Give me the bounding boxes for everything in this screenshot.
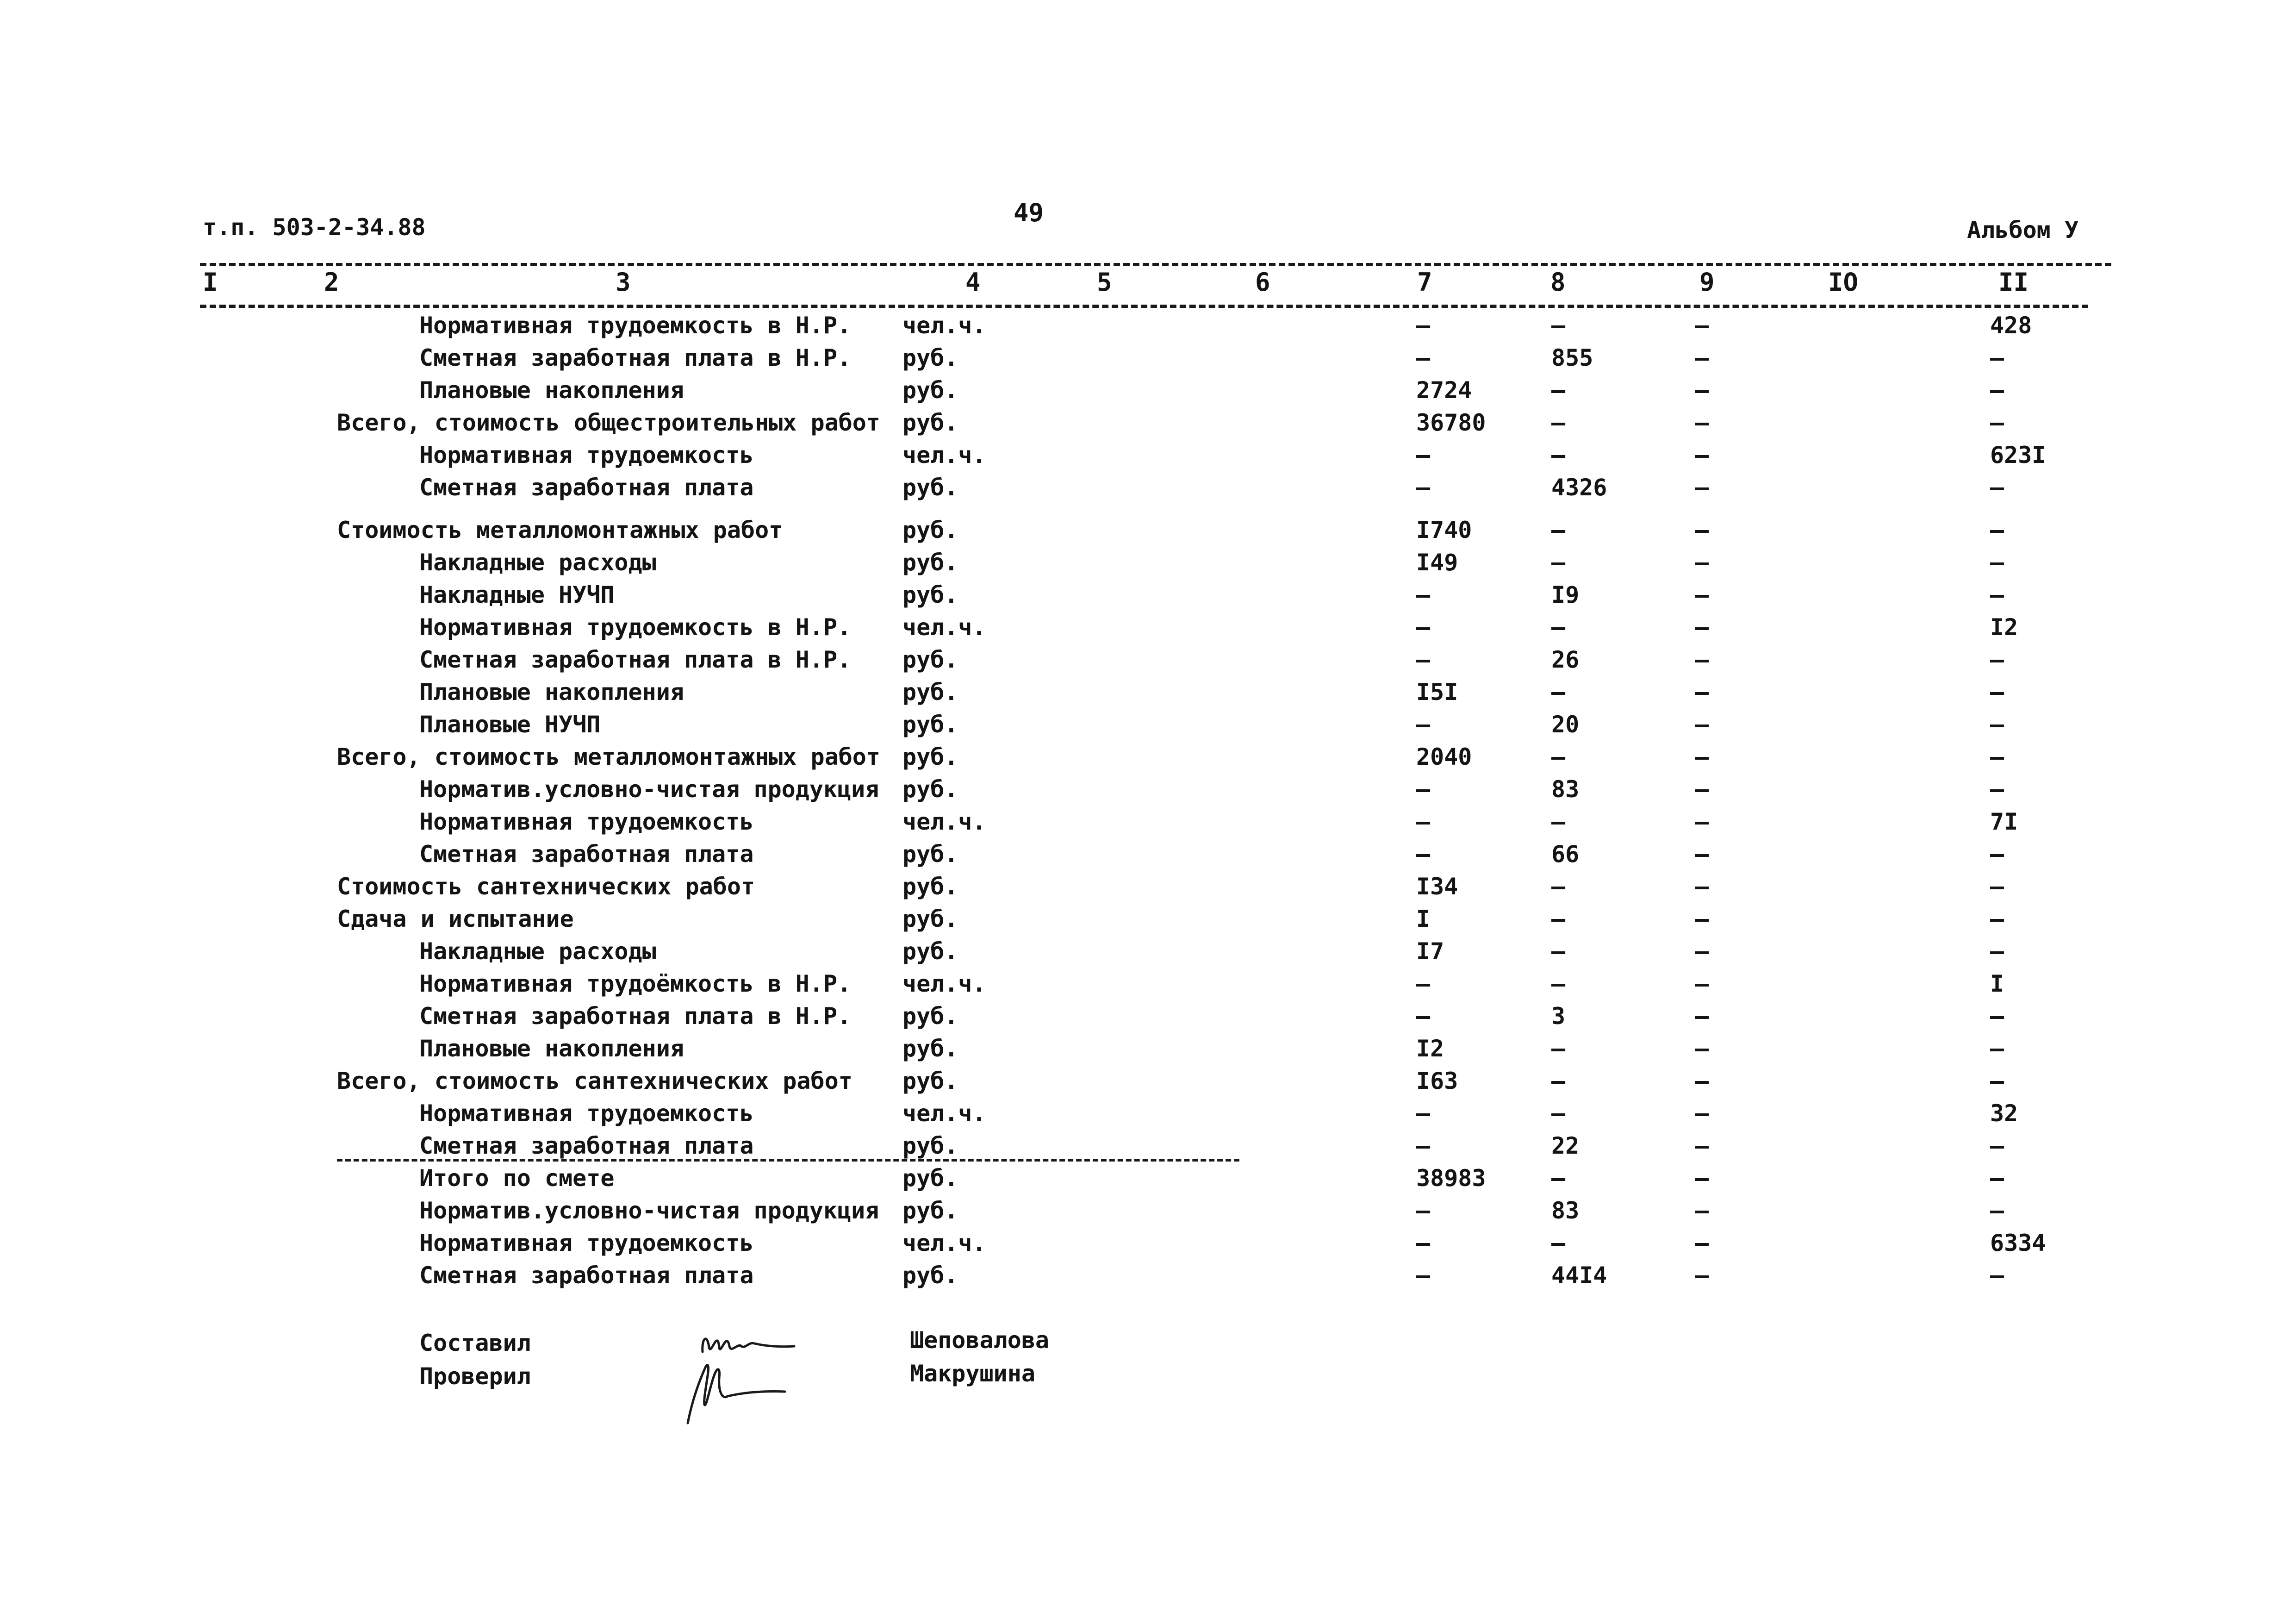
row-col11-cell: – xyxy=(1990,1068,2004,1094)
table-row xyxy=(0,1130,2296,1162)
row-col9-cell: – xyxy=(1695,679,1709,706)
row-col8-cell: 855 xyxy=(1551,344,1593,371)
signature-role-compiled: Составил xyxy=(419,1330,531,1356)
row-col8-cell: – xyxy=(1551,808,1566,835)
row-col8-cell: – xyxy=(1551,873,1566,900)
row-unit-cell: руб. xyxy=(902,1068,958,1094)
row-col9-cell: – xyxy=(1695,841,1709,868)
row-col11-cell: – xyxy=(1990,906,2004,932)
header-bottom-rule xyxy=(200,305,2088,308)
row-col7-cell: – xyxy=(1416,646,1431,673)
row-col11-cell: – xyxy=(1990,1197,2004,1224)
row-name-cell: Нормативная трудоемкость xyxy=(419,442,754,468)
row-name-cell: Сметная заработная плата xyxy=(419,1132,754,1159)
row-col8-cell: 3 xyxy=(1551,1003,1566,1030)
row-col9-cell: – xyxy=(1695,549,1709,576)
table-row xyxy=(0,1194,2296,1227)
row-name-cell: Плановые НУЧП xyxy=(419,711,601,738)
row-col11-cell: – xyxy=(1990,344,2004,371)
row-unit-cell: чел.ч. xyxy=(902,808,986,835)
row-col8-cell: – xyxy=(1551,614,1566,641)
album-label: Альбом У xyxy=(1967,217,2078,244)
row-col11-cell: – xyxy=(1990,377,2004,404)
row-col11-cell: – xyxy=(1990,938,2004,965)
row-col7-cell: – xyxy=(1416,970,1431,997)
row-col7-cell: – xyxy=(1416,776,1431,803)
row-unit-cell: руб. xyxy=(902,1165,958,1192)
row-name-cell: Накладные НУЧП xyxy=(419,581,615,608)
row-col7-cell: – xyxy=(1416,1100,1431,1127)
table-row xyxy=(0,1032,2296,1065)
row-name-cell: Нормативная трудоемкость xyxy=(419,1100,754,1127)
row-col8-cell: – xyxy=(1551,1100,1566,1127)
row-col9-cell: – xyxy=(1695,1230,1709,1256)
row-col9-cell: – xyxy=(1695,474,1709,501)
row-col7-cell: – xyxy=(1416,808,1431,835)
table-row xyxy=(0,611,2296,643)
row-name-cell: Норматив.условно-чистая продукция xyxy=(419,1197,879,1224)
row-name-cell: Всего, стоимость металломонтажных работ xyxy=(337,743,880,770)
column-header-row xyxy=(0,268,2296,301)
row-name-cell: Плановые накопления xyxy=(419,1035,684,1062)
row-col7-cell: – xyxy=(1416,1003,1431,1030)
row-col7-cell: – xyxy=(1416,1230,1431,1256)
row-col8-cell: 4326 xyxy=(1551,474,1607,501)
row-col11-cell: – xyxy=(1990,1262,2004,1289)
column-header-4: 4 xyxy=(965,268,981,297)
row-col8-cell: 26 xyxy=(1551,646,1580,673)
row-col7-cell: – xyxy=(1416,614,1431,641)
table-row xyxy=(0,741,2296,773)
table-row xyxy=(0,1065,2296,1097)
row-col7-cell: I2 xyxy=(1416,1035,1444,1062)
row-name-cell: Нормативная трудоемкость xyxy=(419,808,754,835)
row-col9-cell: – xyxy=(1695,938,1709,965)
table-row xyxy=(0,1097,2296,1130)
row-col8-cell: – xyxy=(1551,1165,1566,1192)
row-unit-cell: чел.ч. xyxy=(902,312,986,339)
row-col9-cell: – xyxy=(1695,646,1709,673)
row-col7-cell: – xyxy=(1416,1197,1431,1224)
row-col7-cell: – xyxy=(1416,344,1431,371)
row-col7-cell: – xyxy=(1416,312,1431,339)
row-name-cell: Накладные расходы xyxy=(419,549,656,576)
row-col11-cell: – xyxy=(1990,646,2004,673)
row-name-cell: Плановые накопления xyxy=(419,377,684,404)
row-col8-cell: 44I4 xyxy=(1551,1262,1607,1289)
row-col11-cell: – xyxy=(1990,549,2004,576)
row-unit-cell: руб. xyxy=(902,1132,958,1159)
row-col7-cell: – xyxy=(1416,474,1431,501)
table-row xyxy=(0,579,2296,611)
row-col7-cell: I63 xyxy=(1416,1068,1458,1094)
row-col11-cell: – xyxy=(1990,743,2004,770)
row-col8-cell: 83 xyxy=(1551,776,1580,803)
row-name-cell: Итого по смете xyxy=(419,1165,615,1192)
row-unit-cell: руб. xyxy=(902,906,958,932)
row-col11-cell: – xyxy=(1990,474,2004,501)
row-col11-cell: – xyxy=(1990,873,2004,900)
row-col9-cell: – xyxy=(1695,743,1709,770)
row-col11-cell: – xyxy=(1990,711,2004,738)
table-row xyxy=(0,374,2296,406)
row-col8-cell: – xyxy=(1551,409,1566,436)
row-col8-cell: – xyxy=(1551,970,1566,997)
row-unit-cell: руб. xyxy=(902,679,958,706)
row-col11-cell: – xyxy=(1990,581,2004,608)
row-unit-cell: руб. xyxy=(902,938,958,965)
row-col7-cell: – xyxy=(1416,1262,1431,1289)
row-name-cell: Сметная заработная плата в Н.Р. xyxy=(419,344,852,371)
row-name-cell: Сдача и испытание xyxy=(337,906,574,932)
row-name-cell: Накладные расходы xyxy=(419,938,656,965)
row-col8-cell: – xyxy=(1551,1068,1566,1094)
row-name-cell: Сметная заработная плата xyxy=(419,1262,754,1289)
row-name-cell: Сметная заработная плата в Н.Р. xyxy=(419,646,852,673)
column-header-5: 5 xyxy=(1097,268,1112,297)
column-header-9: 9 xyxy=(1699,268,1715,297)
table-row xyxy=(0,870,2296,903)
row-col8-cell: – xyxy=(1551,679,1566,706)
row-unit-cell: руб. xyxy=(902,743,958,770)
table-row xyxy=(0,708,2296,741)
row-col11-cell: – xyxy=(1990,517,2004,543)
row-name-cell: Плановые накопления xyxy=(419,679,684,706)
row-unit-cell: чел.ч. xyxy=(902,1100,986,1127)
page-number: 49 xyxy=(1014,198,1044,227)
row-col7-cell: I7 xyxy=(1416,938,1444,965)
row-col9-cell: – xyxy=(1695,312,1709,339)
table-row xyxy=(0,309,2296,342)
column-header-6: 6 xyxy=(1255,268,1270,297)
row-name-cell: Стоимость сантехнических работ xyxy=(337,873,755,900)
row-col8-cell: – xyxy=(1551,1230,1566,1256)
row-col9-cell: – xyxy=(1695,1035,1709,1062)
row-unit-cell: руб. xyxy=(902,873,958,900)
row-unit-cell: руб. xyxy=(902,581,958,608)
row-col7-cell: I5I xyxy=(1416,679,1458,706)
row-col7-cell: – xyxy=(1416,581,1431,608)
row-col11-cell: – xyxy=(1990,1165,2004,1192)
table-row xyxy=(0,1227,2296,1259)
table-row xyxy=(0,342,2296,374)
row-col8-cell: – xyxy=(1551,442,1566,468)
signature-checked-image xyxy=(678,1354,799,1428)
row-col11-cell: I xyxy=(1990,970,2004,997)
header-top-rule xyxy=(200,263,2111,266)
row-name-cell: Нормативная трудоемкость xyxy=(419,1230,754,1256)
row-unit-cell: руб. xyxy=(902,711,958,738)
row-col7-cell: I xyxy=(1416,906,1431,932)
row-col8-cell: 20 xyxy=(1551,711,1580,738)
row-col8-cell: – xyxy=(1551,938,1566,965)
row-col9-cell: – xyxy=(1695,1165,1709,1192)
row-col8-cell: – xyxy=(1551,1035,1566,1062)
table-row xyxy=(0,838,2296,870)
row-col11-cell: 428 xyxy=(1990,312,2032,339)
row-unit-cell: руб. xyxy=(902,1262,958,1289)
table-row xyxy=(0,806,2296,838)
row-col11-cell: – xyxy=(1990,841,2004,868)
row-unit-cell: чел.ч. xyxy=(902,442,986,468)
column-header-10: IO xyxy=(1828,268,1859,297)
signature-name-compiled: Шеповалова xyxy=(910,1327,1050,1354)
row-unit-cell: руб. xyxy=(902,344,958,371)
row-unit-cell: руб. xyxy=(902,549,958,576)
signature-name-checked: Макрушина xyxy=(910,1360,1035,1387)
row-col8-cell: – xyxy=(1551,906,1566,932)
row-col7-cell: 36780 xyxy=(1416,409,1486,436)
row-col11-cell: 6334 xyxy=(1990,1230,2046,1256)
row-name-cell: Нормативная трудоемкость в Н.Р. xyxy=(419,312,852,339)
row-col7-cell: 38983 xyxy=(1416,1165,1486,1192)
table-row xyxy=(0,1162,2296,1194)
row-col7-cell: I740 xyxy=(1416,517,1472,543)
row-col7-cell: – xyxy=(1416,1132,1431,1159)
row-name-cell: Сметная заработная плата xyxy=(419,474,754,501)
table-row xyxy=(0,471,2296,504)
row-col9-cell: – xyxy=(1695,1132,1709,1159)
row-col9-cell: – xyxy=(1695,873,1709,900)
table-row xyxy=(0,676,2296,708)
row-unit-cell: руб. xyxy=(902,517,958,543)
row-unit-cell: руб. xyxy=(902,1197,958,1224)
column-header-1: I xyxy=(203,268,218,297)
row-unit-cell: руб. xyxy=(902,474,958,501)
row-unit-cell: чел.ч. xyxy=(902,970,986,997)
row-col9-cell: – xyxy=(1695,581,1709,608)
table-row xyxy=(0,935,2296,968)
row-unit-cell: руб. xyxy=(902,841,958,868)
row-col8-cell: – xyxy=(1551,377,1566,404)
table-row xyxy=(0,1259,2296,1292)
column-header-7: 7 xyxy=(1417,268,1432,297)
row-col11-cell: – xyxy=(1990,679,2004,706)
column-header-3: 3 xyxy=(616,268,631,297)
row-col9-cell: – xyxy=(1695,711,1709,738)
row-col11-cell: 623I xyxy=(1990,442,2046,468)
row-col11-cell: – xyxy=(1990,409,2004,436)
table-row xyxy=(0,903,2296,935)
row-name-cell: Норматив.условно-чистая продукция xyxy=(419,776,879,803)
row-col11-cell: 7I xyxy=(1990,808,2018,835)
row-name-cell: Всего, стоимость сантехнических работ xyxy=(337,1068,852,1094)
table-row xyxy=(0,1000,2296,1032)
row-name-cell: Стоимость металломонтажных работ xyxy=(337,517,783,543)
column-header-8: 8 xyxy=(1550,268,1566,297)
signature-role-checked: Проверил xyxy=(419,1363,531,1390)
row-col7-cell: 2724 xyxy=(1416,377,1472,404)
row-col9-cell: – xyxy=(1695,1100,1709,1127)
row-col8-cell: – xyxy=(1551,517,1566,543)
table-row xyxy=(0,546,2296,579)
document-code: т.п. 503-2-34.88 xyxy=(203,214,426,241)
row-name-cell: Всего, стоимость общестроительных работ xyxy=(337,409,880,436)
row-name-cell: Сметная заработная плата xyxy=(419,841,754,868)
row-col9-cell: – xyxy=(1695,344,1709,371)
row-col8-cell: 83 xyxy=(1551,1197,1580,1224)
row-col9-cell: – xyxy=(1695,409,1709,436)
section-separator-rule xyxy=(337,1159,1239,1162)
row-col11-cell: – xyxy=(1990,1132,2004,1159)
row-col7-cell: – xyxy=(1416,841,1431,868)
row-col11-cell: – xyxy=(1990,776,2004,803)
row-col9-cell: – xyxy=(1695,517,1709,543)
row-col9-cell: – xyxy=(1695,1262,1709,1289)
row-unit-cell: руб. xyxy=(902,377,958,404)
column-header-11: II xyxy=(1998,268,2029,297)
row-unit-cell: руб. xyxy=(902,409,958,436)
row-col11-cell: – xyxy=(1990,1035,2004,1062)
table-row xyxy=(0,643,2296,676)
row-unit-cell: чел.ч. xyxy=(902,1230,986,1256)
row-col7-cell: – xyxy=(1416,442,1431,468)
row-col8-cell: – xyxy=(1551,743,1566,770)
row-name-cell: Сметная заработная плата в Н.Р. xyxy=(419,1003,852,1030)
row-col7-cell: 2040 xyxy=(1416,743,1472,770)
table-row xyxy=(0,406,2296,439)
table-row xyxy=(0,773,2296,806)
row-col11-cell: 32 xyxy=(1990,1100,2018,1127)
row-col7-cell: I34 xyxy=(1416,873,1458,900)
row-unit-cell: чел.ч. xyxy=(902,614,986,641)
row-col8-cell: 22 xyxy=(1551,1132,1580,1159)
row-col8-cell: – xyxy=(1551,549,1566,576)
table-row xyxy=(0,439,2296,471)
row-col9-cell: – xyxy=(1695,442,1709,468)
row-col8-cell: I9 xyxy=(1551,581,1580,608)
row-unit-cell: руб. xyxy=(902,776,958,803)
row-col7-cell: – xyxy=(1416,711,1431,738)
row-name-cell: Нормативная трудоемкость в Н.Р. xyxy=(419,614,852,641)
row-col8-cell: 66 xyxy=(1551,841,1580,868)
row-unit-cell: руб. xyxy=(902,646,958,673)
row-col11-cell: I2 xyxy=(1990,614,2018,641)
row-unit-cell: руб. xyxy=(902,1003,958,1030)
column-header-2: 2 xyxy=(324,268,339,297)
row-col7-cell: I49 xyxy=(1416,549,1458,576)
row-col8-cell: – xyxy=(1551,312,1566,339)
row-col9-cell: – xyxy=(1695,906,1709,932)
row-col9-cell: – xyxy=(1695,1003,1709,1030)
row-col9-cell: – xyxy=(1695,776,1709,803)
row-col11-cell: – xyxy=(1990,1003,2004,1030)
row-col9-cell: – xyxy=(1695,1068,1709,1094)
estimate-table-body xyxy=(0,309,2296,1292)
row-col9-cell: – xyxy=(1695,377,1709,404)
row-col9-cell: – xyxy=(1695,808,1709,835)
row-col9-cell: – xyxy=(1695,970,1709,997)
row-name-cell: Нормативная трудоёмкость в Н.Р. xyxy=(419,970,852,997)
table-row xyxy=(0,968,2296,1000)
table-row xyxy=(0,514,2296,546)
row-col9-cell: – xyxy=(1695,614,1709,641)
row-col9-cell: – xyxy=(1695,1197,1709,1224)
row-unit-cell: руб. xyxy=(902,1035,958,1062)
